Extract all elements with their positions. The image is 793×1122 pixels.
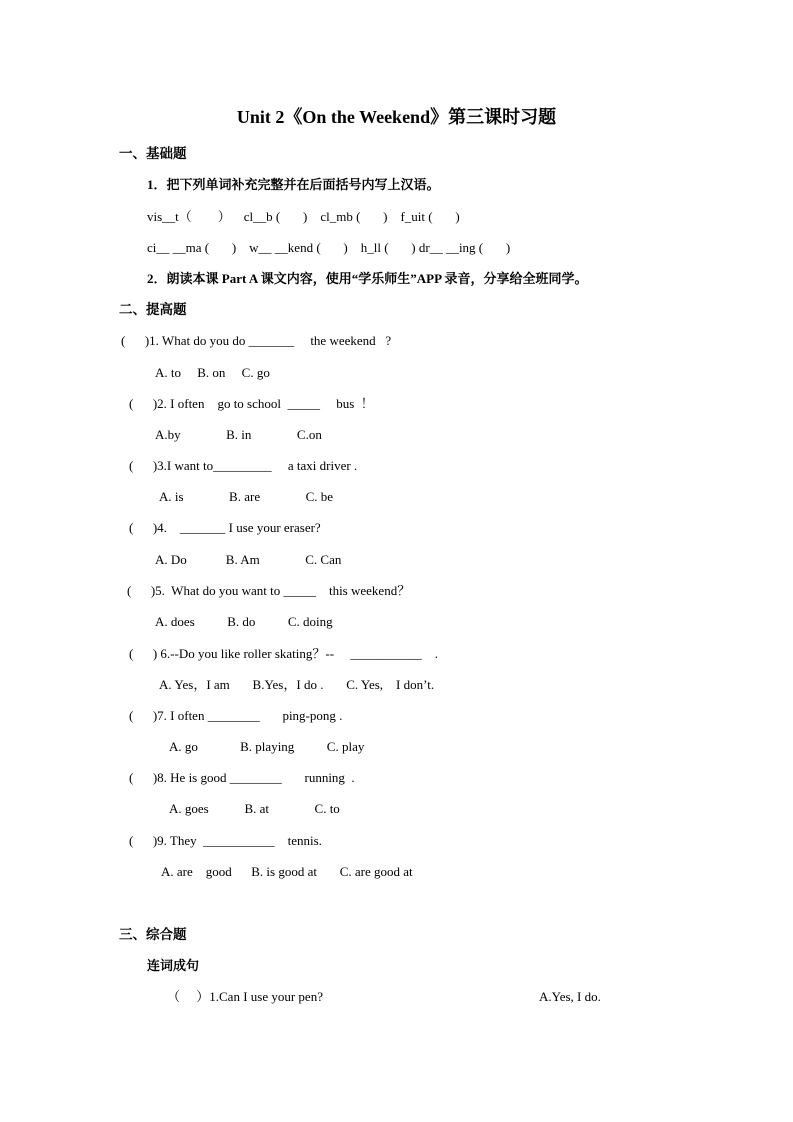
word-fill-row-2: ci__ __ma ( ) w__ __kend ( ) h_ll ( ) dr__ __ing ( )	[147, 240, 511, 255]
section-1-item-1: 1．把下列单词补充完整并在后面括号内写上汉语。	[147, 177, 440, 192]
question-7: ( )7. I often ________ ping-pong .	[129, 708, 343, 723]
question-3-options: A. is B. are C. be	[159, 489, 334, 504]
question-2: ( )2. I often go to school _____ bus ！	[129, 396, 374, 411]
question-6: ( ) 6.--Do you like roller skating？-- ___________ .	[129, 646, 439, 661]
section-1-item-2: 2．朗读本课 Part A 课文内容，使用“学乐师生”APP 录音，分享给全班同学。	[147, 271, 588, 286]
question-6-options: A. Yes，I am B.Yes，I do . C. Yes, I don’t.	[159, 677, 435, 692]
question-5: ( )5. What do you want to _____ this weekend？	[127, 583, 411, 598]
section-1-heading: 一、基础题	[119, 146, 187, 161]
question-1-options: A. to B. on C. go	[155, 365, 270, 380]
question-4: ( )4. _______ I use your eraser?	[129, 520, 321, 535]
question-1: ( )1. What do you do _______ the weekend ?	[121, 333, 392, 348]
page-title: Unit 2《On the Weekend》第三课时习题	[236, 107, 557, 127]
question-5-options: A. does B. do C. doing	[155, 614, 333, 629]
question-7-options: A. go B. playing C. play	[169, 739, 365, 754]
question-2-options: A.by B. in C.on	[155, 427, 322, 442]
question-8-options: A. goes B. at C. to	[169, 801, 340, 816]
question-3: ( )3.I want to_________ a taxi driver .	[129, 458, 358, 473]
section-3-subheading: 连词成句	[147, 958, 200, 973]
question-9-options: A. are good B. is good at C. are good at	[161, 864, 413, 879]
section-3-heading: 三、综合题	[119, 927, 187, 942]
section-2-heading: 二、提高题	[119, 302, 187, 317]
word-fill-row-1: vis__t（ ） cl__b ( ) cl_mb ( ) f_uit ( )	[147, 209, 460, 224]
question-8: ( )8. He is good ________ running .	[129, 770, 355, 785]
match-question-1: （ ）1.Can I use your pen?	[167, 989, 323, 1004]
question-4-options: A. Do B. Am C. Can	[155, 552, 342, 567]
match-answer-a: A.Yes, I do.	[539, 989, 601, 1004]
question-9: ( )9. They ___________ tennis.	[129, 833, 322, 848]
